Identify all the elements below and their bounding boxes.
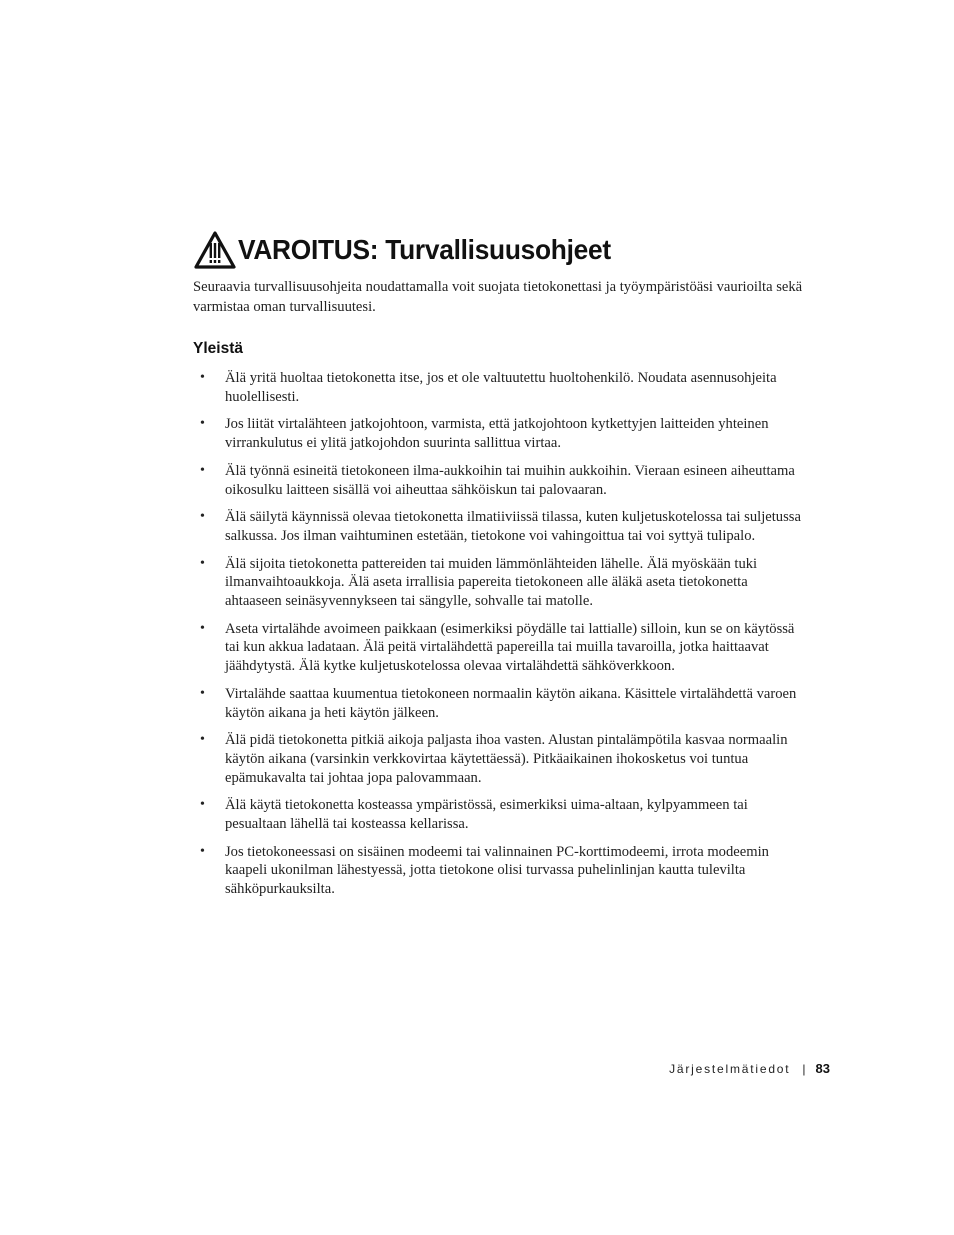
list-item-text: Älä yritä huoltaa tietokonetta itse, jos et ole valtuutettu huoltohenkilö. Noudata asennusohjeita huolellisesti. [225,370,777,405]
bullet-icon: • [200,732,205,748]
bullet-icon: • [200,620,205,636]
list-item-text: Virtalähde saattaa kuumentua tietokoneen normaalin käytön aikana. Käsittele virtalähdettä varoen käytön aikana ja heti käytön jälkeen. [225,685,797,721]
page-footer [669,1061,830,1076]
section-title: Yleistä [193,340,243,357]
bullet-icon: • [200,416,205,432]
page-number: 83 [815,1061,830,1076]
list-item [200,508,804,545]
footer-separator: | [802,1061,806,1076]
bullet-icon: • [200,370,205,385]
bullet-icon: • [200,555,205,571]
bullet-icon: • [200,797,205,813]
warning-triangle-icon [194,231,236,269]
list-item-text: Jos tietokoneessasi on sisäinen modeemi tai valinnainen PC-korttimodeemi, irrota modeemin kaapeli ukonilman lähestyessä, jotta tietokone olisi turvassa puhelinlinjan kautta tulevilta sähköpurkauksilta. [225,843,769,898]
bullet-icon: • [200,462,205,478]
page-title: VAROITUS: Turvallisuusohjeet [238,234,611,265]
list-item [200,555,804,611]
list-item-text: Älä pidä tietokonetta pitkiä aikoja paljasta ihoa vasten. Alustan pintalämpötila kasvaa normaalin käytön aikana (varsinkin verkkovirtaa käytettäessä). Pitkäaikainen ihokosketus voi tuntua epämukavalta tai johtaa jopa palovammaan. [225,732,788,786]
bullet-icon: • [200,509,205,525]
intro-paragraph: Seuraavia turvallisuusohjeita noudattamalla voit suojata tietokonettasi ja työympäristöäsi vaurioilta sekä varmistaa oman turvallisuutesi. [193,279,803,315]
list-item-text: Aseta virtalähde avoimeen paikkaan (esimerkiksi pöydälle tai lattialle) silloin, kun se on käytössä tai kun akkua ladataan. Älä peitä virtalähdettä papereilla tai muilla tavaroilla, jotka haittaavat jäähdytystä. Älä kytke kuljetuskotelossa olevaa virtalähdettä sähköverkkoon. [225,620,795,675]
list-item [200,369,804,406]
list-item-text: Älä käytä tietokonetta kosteassa ympäristössä, esimerkiksi uima-altaan, kylpyammeen tai pesualtaan lähellä tai kosteassa kellarissa. [225,797,748,833]
footer-section-label: Järjestelmätiedot [669,1061,791,1076]
list-item-text: Älä sijoita tietokonetta pattereiden tai muiden lämmönlähteiden lähelle. Älä myöskään tuki ilmanvaihtoaukkoja. Älä aseta irrallisia papereita tietokoneen alle äläkä aseta tietokonetta ahtaaseen seinäsyvennykseen tai sängylle, sohvalle tai matolle. [225,555,758,610]
list-item [200,731,804,787]
list-item-text: Jos liität virtalähteen jatkojohtoon, varmista, että jatkojohtoon kytkettyjen laitteiden yhteinen virrankulutus ei ylitä jatkojohdon suurinta sallittua virtaa. [225,416,769,452]
list-item-text: Älä työnnä esineitä tietokoneen ilma-aukkoihin tai muihin aukkoihin. Vieraan esineen aiheuttama oikosulku laitteen sisällä voi aiheuttaa sähköiskun tai palovaaran. [225,462,795,498]
list-item-text: Älä säilytä käynnissä olevaa tietokonetta ilmatiiviissä tilassa, kuten kuljetuskotelossa tai suljetussa salkussa. Jos ilman vaihtuminen estetään, tietokone voi vahingoittua tai voi syttyä tulipalo. [225,509,801,544]
list-item [200,415,804,452]
bullet-icon: • [200,685,205,701]
page-heading [194,230,635,270]
list-item [200,462,804,499]
list-item [200,843,804,899]
safety-instructions-list [200,369,804,908]
bullet-icon: • [200,843,205,859]
list-item [200,685,804,722]
list-item [200,620,804,676]
list-item [200,796,804,833]
